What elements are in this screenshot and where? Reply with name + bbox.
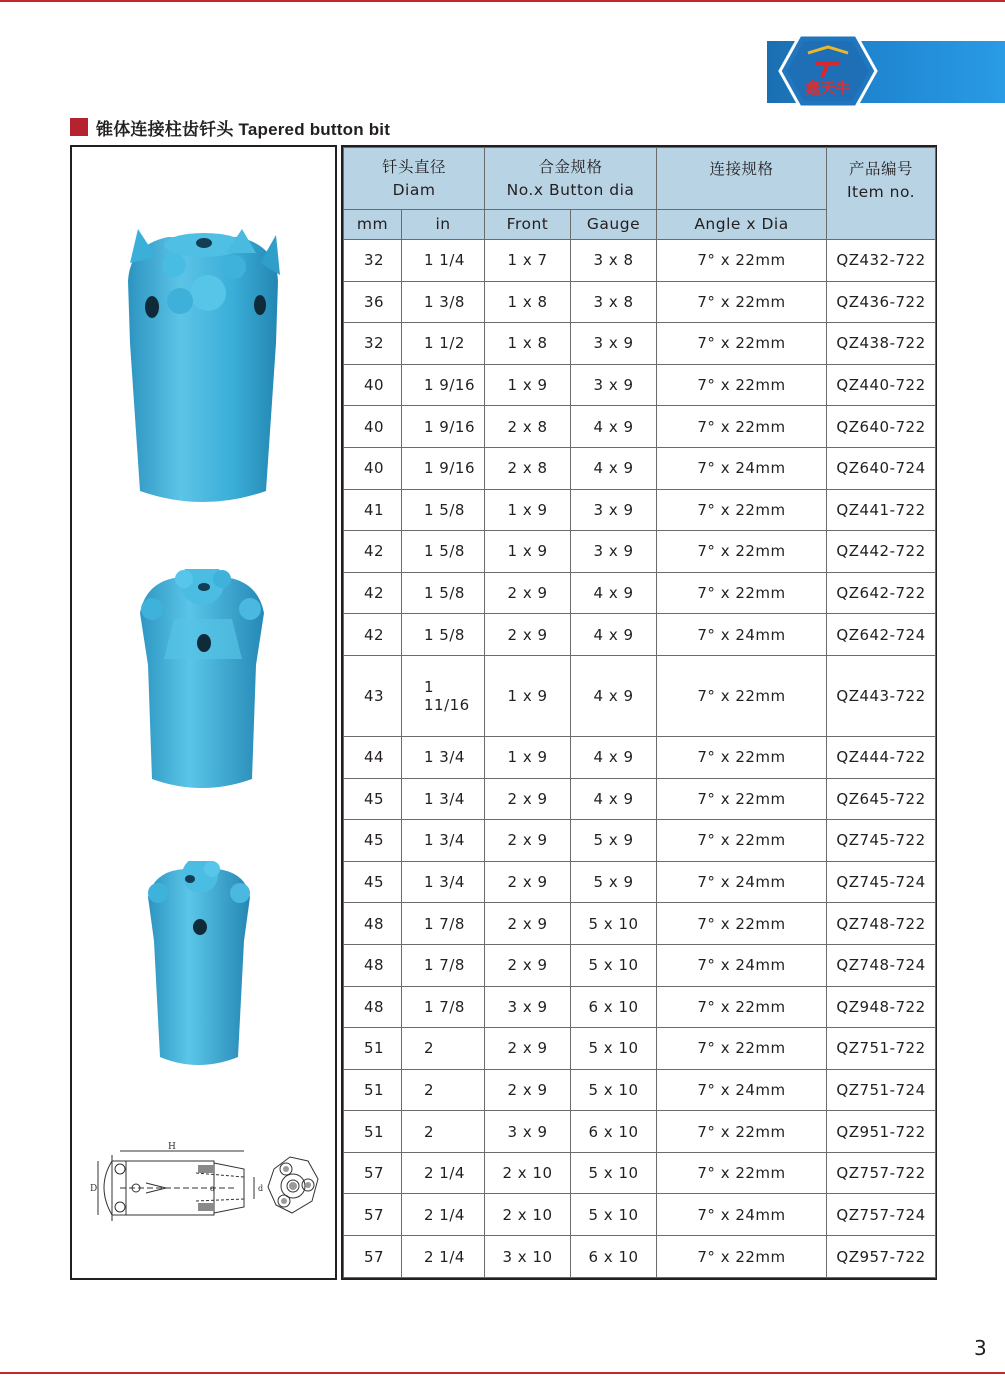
table-row xyxy=(344,240,936,282)
header-gauge: Gauge xyxy=(571,210,657,240)
cell-front: 2 x 9 xyxy=(485,778,571,820)
cell-mm: 40 xyxy=(344,364,402,406)
cell-item: QZ751-722 xyxy=(827,1028,936,1070)
cell-in: 2 1/4 xyxy=(402,1152,485,1194)
cell-mm: 36 xyxy=(344,281,402,323)
cell-item: QZ957-722 xyxy=(827,1236,936,1278)
cell-gauge: 3 x 8 xyxy=(571,281,657,323)
cell-gauge: 5 x 9 xyxy=(571,861,657,903)
header-row-1 xyxy=(344,148,936,210)
header-diam-cn: 钎头直径 xyxy=(382,157,447,176)
cell-angle: 7° x 24mm xyxy=(657,944,827,986)
cell-gauge: 3 x 9 xyxy=(571,531,657,573)
cell-mm: 51 xyxy=(344,1028,402,1070)
table-row xyxy=(344,861,936,903)
cell-in: 1 5/8 xyxy=(402,614,485,656)
cell-gauge: 3 x 9 xyxy=(571,489,657,531)
table-row xyxy=(344,1069,936,1111)
header-connection xyxy=(657,148,827,210)
cell-mm: 45 xyxy=(344,861,402,903)
header-item xyxy=(827,148,936,240)
company-logo xyxy=(778,33,878,109)
table-row xyxy=(344,531,936,573)
header-item-cn: 产品编号 xyxy=(849,160,914,178)
cell-mm: 41 xyxy=(344,489,402,531)
cell-gauge: 3 x 9 xyxy=(571,364,657,406)
table-row xyxy=(344,406,936,448)
cell-angle: 7° x 22mm xyxy=(657,1028,827,1070)
cell-gauge: 4 x 9 xyxy=(571,614,657,656)
header-mm: mm xyxy=(344,210,402,240)
button-bit-image-small xyxy=(132,861,266,1075)
cell-in: 1 7/8 xyxy=(402,986,485,1028)
cell-angle: 7° x 22mm xyxy=(657,240,827,282)
cell-mm: 57 xyxy=(344,1194,402,1236)
cell-front: 3 x 9 xyxy=(485,986,571,1028)
header-connection-cn: 连接规格 xyxy=(709,160,774,178)
cell-angle: 7° x 22mm xyxy=(657,1236,827,1278)
cell-item: QZ745-724 xyxy=(827,861,936,903)
cell-mm: 40 xyxy=(344,447,402,489)
cell-item: QZ757-724 xyxy=(827,1194,936,1236)
cell-in: 2 1/4 xyxy=(402,1194,485,1236)
table-row xyxy=(344,778,936,820)
table-row xyxy=(344,614,936,656)
header-item-en: Item no. xyxy=(846,183,916,201)
cell-gauge: 5 x 10 xyxy=(571,1028,657,1070)
cell-mm: 51 xyxy=(344,1111,402,1153)
table-row xyxy=(344,986,936,1028)
cell-item: QZ642-724 xyxy=(827,614,936,656)
cell-mm: 51 xyxy=(344,1069,402,1111)
cell-in: 1 5/8 xyxy=(402,531,485,573)
cell-gauge: 5 x 10 xyxy=(571,1152,657,1194)
cell-front: 1 x 7 xyxy=(485,240,571,282)
cell-angle: 7° x 22mm xyxy=(657,489,827,531)
cell-angle: 7° x 22mm xyxy=(657,903,827,945)
cell-in: 2 xyxy=(402,1069,485,1111)
table-row xyxy=(344,1028,936,1070)
cell-item: QZ748-722 xyxy=(827,903,936,945)
cell-angle: 7° x 22mm xyxy=(657,1152,827,1194)
cell-front: 2 x 9 xyxy=(485,820,571,862)
cell-gauge: 4 x 9 xyxy=(571,655,657,736)
cell-angle: 7° x 22mm xyxy=(657,778,827,820)
cell-front: 1 x 9 xyxy=(485,531,571,573)
cell-in: 2 xyxy=(402,1111,485,1153)
cell-item: QZ640-724 xyxy=(827,447,936,489)
cell-mm: 43 xyxy=(344,655,402,736)
cell-gauge: 4 x 9 xyxy=(571,572,657,614)
cell-in: 1 1/2 xyxy=(402,323,485,365)
drawing-label-a: a xyxy=(210,1184,215,1193)
cell-item: QZ444-722 xyxy=(827,736,936,778)
cell-angle: 7° x 22mm xyxy=(657,572,827,614)
cell-item: QZ640-722 xyxy=(827,406,936,448)
cell-front: 2 x 9 xyxy=(485,572,571,614)
cell-item: QZ951-722 xyxy=(827,1111,936,1153)
table-row xyxy=(344,489,936,531)
header-button xyxy=(485,148,657,210)
cell-angle: 7° x 22mm xyxy=(657,323,827,365)
cell-front: 2 x 10 xyxy=(485,1194,571,1236)
cell-front: 2 x 9 xyxy=(485,944,571,986)
cell-mm: 42 xyxy=(344,614,402,656)
cell-angle: 7° x 24mm xyxy=(657,614,827,656)
cell-in: 1 9/16 xyxy=(402,406,485,448)
table-row xyxy=(344,1194,936,1236)
cell-in: 1 3/4 xyxy=(402,820,485,862)
cell-angle: 7° x 22mm xyxy=(657,736,827,778)
cell-angle: 7° x 22mm xyxy=(657,281,827,323)
cell-front: 2 x 9 xyxy=(485,903,571,945)
cell-item: QZ642-722 xyxy=(827,572,936,614)
cell-item: QZ948-722 xyxy=(827,986,936,1028)
header-in: in xyxy=(402,210,485,240)
cell-angle: 7° x 24mm xyxy=(657,1069,827,1111)
top-rule xyxy=(0,0,1005,2)
cell-mm: 40 xyxy=(344,406,402,448)
title-marker xyxy=(70,118,88,136)
table-row xyxy=(344,447,936,489)
cell-gauge: 6 x 10 xyxy=(571,986,657,1028)
table-row xyxy=(344,655,936,736)
cell-in: 1 7/8 xyxy=(402,903,485,945)
cell-in: 1 7/8 xyxy=(402,944,485,986)
cell-mm: 48 xyxy=(344,903,402,945)
header-button-en: No.x Button dia xyxy=(506,180,635,199)
cell-gauge: 4 x 9 xyxy=(571,447,657,489)
spec-table-body xyxy=(344,240,936,1278)
section-title-text: 锥体连接柱齿钎头 Tapered button bit xyxy=(96,119,391,139)
cell-front: 2 x 9 xyxy=(485,861,571,903)
cell-angle: 7° x 22mm xyxy=(657,406,827,448)
cell-in: 1 11/16 xyxy=(402,655,485,736)
table-row xyxy=(344,281,936,323)
cell-angle: 7° x 22mm xyxy=(657,1111,827,1153)
cell-item: QZ441-722 xyxy=(827,489,936,531)
cell-mm: 45 xyxy=(344,778,402,820)
logo-text: 鑫天牛 xyxy=(805,79,851,97)
cell-gauge: 4 x 9 xyxy=(571,736,657,778)
cell-in: 1 3/8 xyxy=(402,281,485,323)
cell-item: QZ432-722 xyxy=(827,240,936,282)
cell-mm: 42 xyxy=(344,572,402,614)
table-row xyxy=(344,364,936,406)
cell-item: QZ645-722 xyxy=(827,778,936,820)
cell-front: 2 x 9 xyxy=(485,614,571,656)
section-title xyxy=(70,116,390,138)
cell-front: 2 x 8 xyxy=(485,406,571,448)
drawing-label-d: d xyxy=(258,1184,264,1193)
cell-in: 1 3/4 xyxy=(402,736,485,778)
cell-item: QZ436-722 xyxy=(827,281,936,323)
cell-item: QZ757-722 xyxy=(827,1152,936,1194)
cell-gauge: 4 x 9 xyxy=(571,406,657,448)
cell-angle: 7° x 22mm xyxy=(657,364,827,406)
table-row xyxy=(344,1236,936,1278)
cell-item: QZ440-722 xyxy=(827,364,936,406)
button-bit-image-medium xyxy=(134,569,270,799)
cell-mm: 32 xyxy=(344,240,402,282)
cell-item: QZ748-724 xyxy=(827,944,936,986)
cell-front: 2 x 9 xyxy=(485,1069,571,1111)
cell-item: QZ751-724 xyxy=(827,1069,936,1111)
cell-mm: 48 xyxy=(344,986,402,1028)
cell-item: QZ443-722 xyxy=(827,655,936,736)
cell-front: 1 x 8 xyxy=(485,323,571,365)
cell-in: 1 1/4 xyxy=(402,240,485,282)
button-bit-image-large xyxy=(108,223,298,517)
cell-front: 3 x 9 xyxy=(485,1111,571,1153)
cell-in: 2 1/4 xyxy=(402,1236,485,1278)
table-row xyxy=(344,572,936,614)
cell-angle: 7° x 24mm xyxy=(657,861,827,903)
table-row xyxy=(344,903,936,945)
cell-angle: 7° x 22mm xyxy=(657,655,827,736)
drawing-label-D: D xyxy=(90,1184,98,1194)
cell-in: 1 9/16 xyxy=(402,364,485,406)
page-number: 3 xyxy=(974,1336,987,1360)
table-row xyxy=(344,736,936,778)
cell-mm: 48 xyxy=(344,944,402,986)
cell-gauge: 6 x 10 xyxy=(571,1236,657,1278)
cell-item: QZ745-722 xyxy=(827,820,936,862)
cell-angle: 7° x 24mm xyxy=(657,447,827,489)
header-button-cn: 合金规格 xyxy=(538,157,603,176)
cell-front: 1 x 8 xyxy=(485,281,571,323)
cell-angle: 7° x 24mm xyxy=(657,1194,827,1236)
cell-angle: 7° x 22mm xyxy=(657,531,827,573)
cell-front: 1 x 9 xyxy=(485,364,571,406)
cell-angle: 7° x 22mm xyxy=(657,820,827,862)
cell-front: 1 x 9 xyxy=(485,489,571,531)
cell-front: 1 x 9 xyxy=(485,736,571,778)
drawing-label-H: H xyxy=(168,1142,176,1152)
cell-front: 2 x 9 xyxy=(485,1028,571,1070)
spec-table xyxy=(343,147,936,1278)
cell-gauge: 6 x 10 xyxy=(571,1111,657,1153)
cell-front: 2 x 8 xyxy=(485,447,571,489)
cell-in: 1 3/4 xyxy=(402,861,485,903)
cell-in: 1 3/4 xyxy=(402,778,485,820)
bottom-rule xyxy=(0,1372,1005,1374)
table-row xyxy=(344,944,936,986)
cell-front: 2 x 10 xyxy=(485,1152,571,1194)
cell-mm: 57 xyxy=(344,1152,402,1194)
cell-in: 2 xyxy=(402,1028,485,1070)
product-images-panel xyxy=(70,145,337,1280)
header-angle: Angle x Dia xyxy=(657,210,827,240)
cell-gauge: 4 x 9 xyxy=(571,778,657,820)
cell-angle: 7° x 22mm xyxy=(657,986,827,1028)
spec-table-wrapper xyxy=(341,145,937,1280)
cell-gauge: 5 x 10 xyxy=(571,1194,657,1236)
cell-mm: 44 xyxy=(344,736,402,778)
cell-mm: 57 xyxy=(344,1236,402,1278)
cell-gauge: 5 x 9 xyxy=(571,820,657,862)
header-diam-en: Diam xyxy=(392,180,436,199)
cell-gauge: 5 x 10 xyxy=(571,944,657,986)
cell-gauge: 3 x 9 xyxy=(571,323,657,365)
cell-gauge: 5 x 10 xyxy=(571,903,657,945)
cell-in: 1 5/8 xyxy=(402,572,485,614)
cell-front: 1 x 9 xyxy=(485,655,571,736)
cell-mm: 42 xyxy=(344,531,402,573)
table-row xyxy=(344,820,936,862)
table-row xyxy=(344,323,936,365)
cell-item: QZ438-722 xyxy=(827,323,936,365)
cell-gauge: 5 x 10 xyxy=(571,1069,657,1111)
cell-mm: 32 xyxy=(344,323,402,365)
table-row xyxy=(344,1152,936,1194)
cell-in: 1 5/8 xyxy=(402,489,485,531)
cell-mm: 45 xyxy=(344,820,402,862)
cell-gauge: 3 x 8 xyxy=(571,240,657,282)
cell-front: 3 x 10 xyxy=(485,1236,571,1278)
header-diam xyxy=(344,148,485,210)
header-front: Front xyxy=(485,210,571,240)
technical-drawing xyxy=(86,1139,326,1235)
cell-in: 1 9/16 xyxy=(402,447,485,489)
table-row xyxy=(344,1111,936,1153)
cell-item: QZ442-722 xyxy=(827,531,936,573)
